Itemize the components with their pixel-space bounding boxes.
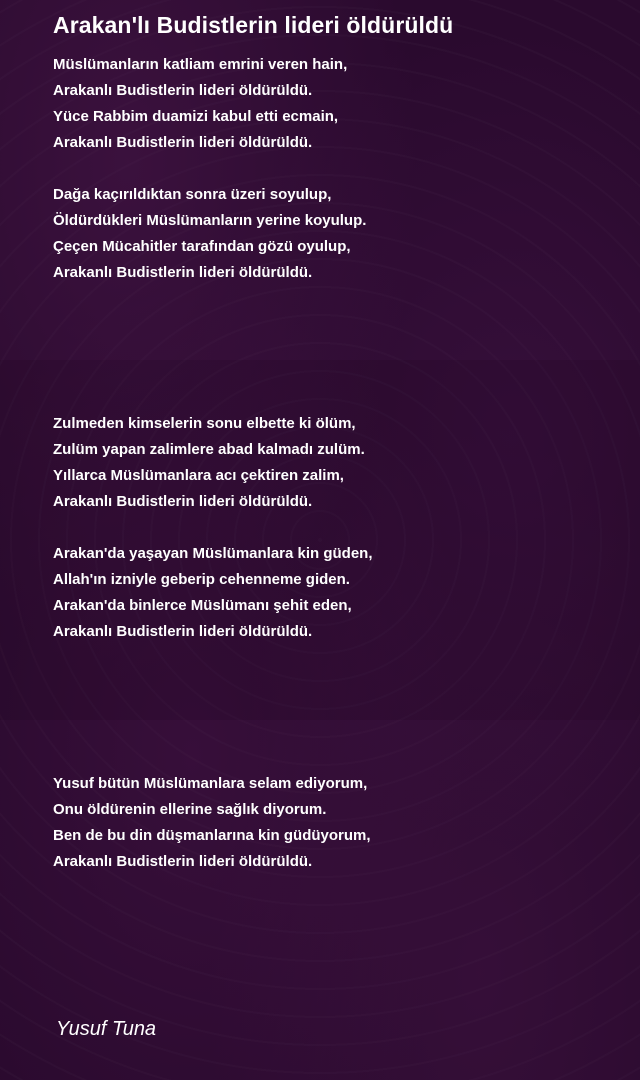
- poem-line: Öldürdükleri Müslümanların yerine koyulup.: [53, 212, 367, 229]
- poem-line: Arakanlı Budistlerin lideri öldürüldü.: [53, 264, 313, 281]
- poem-line: Arakanlı Budistlerin lideri öldürüldü.: [53, 623, 313, 640]
- poem-line: Arakanlı Budistlerin lideri öldürüldü.: [53, 853, 313, 870]
- poem-stanza-1: [53, 52, 347, 156]
- poem-line: Arakanlı Budistlerin lideri öldürüldü.: [53, 82, 313, 99]
- poem-line: Zulmeden kimselerin sonu elbette ki ölüm,: [53, 415, 356, 432]
- poem-line: Onu öldürenin ellerine sağlık diyorum.: [53, 801, 327, 818]
- poem-title: Arakan'lı Budistlerin lideri öldürüldü: [53, 12, 454, 38]
- poem-line: Zulüm yapan zalimlere abad kalmadı zulüm.: [53, 441, 365, 458]
- poem-stanza-4: [53, 541, 373, 645]
- poem-stanza-3: [53, 411, 365, 515]
- poem-line: Müslümanların katliam emrini veren hain,: [53, 56, 348, 73]
- poem-line: Arakanlı Budistlerin lideri öldürüldü.: [53, 493, 313, 510]
- poem-line: Yusuf bütün Müslümanlara selam ediyorum,: [53, 775, 368, 792]
- poem-author: Yusuf Tuna: [56, 1018, 157, 1040]
- poem-line: Yüce Rabbim duamizi kabul etti ecmain,: [53, 108, 339, 125]
- poem-line: Ben de bu din düşmanlarına kin güdüyorum,: [53, 827, 371, 844]
- poem-line: Arakan'da yaşayan Müslümanlara kin güden,: [53, 545, 373, 562]
- poem-line: Çeçen Mücahitler tarafından gözü oyulup,: [53, 238, 351, 255]
- poem-line: Arakan'da binlerce Müslümanı şehit eden,: [53, 597, 352, 614]
- poem-line: Arakanlı Budistlerin lideri öldürüldü.: [53, 134, 313, 151]
- poem-line: Dağa kaçırıldıktan sonra üzeri soyulup,: [53, 186, 332, 203]
- poem-stanza-2: [53, 182, 366, 286]
- poem-stanza-5: [53, 771, 371, 875]
- poem-line: Allah'ın izniyle geberip cehenneme giden.: [53, 571, 350, 588]
- poem-line: Yıllarca Müslümanlara acı çektiren zalim,: [53, 467, 344, 484]
